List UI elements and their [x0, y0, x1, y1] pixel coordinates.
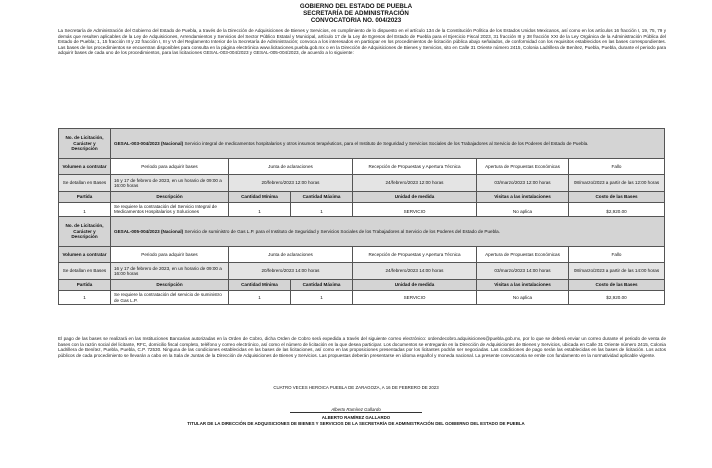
col-header-junta: Junta de aclaraciones	[229, 159, 353, 175]
costo-value: $2,920.00	[569, 291, 665, 305]
col-header-periodo: Periodo para adquirir bases	[111, 159, 229, 175]
apertura-value: 03/marzo/2023 12:00 horas	[477, 175, 569, 192]
unidad-value: SERVICIO	[353, 203, 477, 222]
col-header-junta: Junta de aclaraciones	[229, 247, 353, 263]
payment-paragraph: El pago de las bases se realizará en las Instituciones Bancarias autorizadas en la Orden de Cobro, dicha Orden de Cobro será expedida a través del siguiente correo electrónico: ordendecobro.adquisiciones@puebla.gob.mx, por lo que se deberá enviar un correo durante el periodo de venta de bases con la razón social del licitante, RFC, domicilio fiscal completo, teléfono y correo electrónico, así como el número de licitación en la que desea participar. Los documentos se entregarán en la Dirección de Adquisiciones de Bienes y Servicios, ubicada en Calle 31 Oriente número 2415, Colonia Ladrillera de Benítez, Puebla, Puebla, C.P. 72530. Ninguna de las condiciones establecidas en las bases de las licitaciones, así como en las proposiciones presentadas por los licitantes podrán ser negociadas. Las condiciones de pago serán las establecidas en las bases de licitación. Los actos públicos de cada procedimiento se llevarán a cabo en la Sala de Juntas de la Dirección de Adquisiciones de Bienes y Servicios. Las propuestas deberán presentarse en idioma español y moneda nacional. La presente convocatoria se emite con fundamento en la normatividad aplicable vigente.	[58, 336, 666, 358]
descripcion-value: Se requiere la contratación del servicio de suministro de Gas L.P.	[111, 291, 229, 305]
col-header-unidad: Unidad de medida	[353, 192, 477, 203]
licitacion-description: Servicio integral de medicamentos hospitalarios y otros insumos terapéuticos, para el Instituto de Seguridad y Servicios Sociales de los Trabajadores al Servicio de los Poderes del Estado de Puebla.	[184, 140, 589, 146]
descripcion-value: Se requiere la contratación del Servicio Integral de Medicamentos Hospitalarios y Soluciones	[111, 203, 229, 222]
periodo-value: 16 y 17 de febrero de 2023, en un horario de 09:00 a 16:00 horas	[111, 175, 229, 192]
periodo-value: 16 y 17 de febrero de 2023, en un horario de 09:00 a 16:00 horas	[111, 263, 229, 280]
col-header-partida: Partida	[59, 192, 111, 203]
cant-min-value: 1	[229, 203, 291, 222]
header-secretariat: SECRETARÍA DE ADMINISTRACIÓN	[303, 10, 409, 17]
licitacion-title	[111, 129, 665, 159]
cant-max-value: 1	[291, 291, 353, 305]
col-header-partida: Partida	[59, 280, 111, 291]
signer-title: TITULAR DE LA DIRECCIÓN DE ADQUISICIONES DE BIENES Y SERVICIOS DE LA SECRETARÍA DE ADMINISTRACIÓN DEL GOBIERNO DEL ESTADO DE PUEBLA	[187, 421, 525, 426]
visitas-value: No aplica	[477, 203, 569, 222]
col-header-cant-min: Cantidad Mínima	[229, 280, 291, 291]
recepcion-value: 24/febrero/2023 12:00 horas	[353, 175, 477, 192]
col-header-apertura: Apertura de Propuestas Económicas	[477, 247, 569, 263]
col-header-apertura: Apertura de Propuestas Económicas	[477, 159, 569, 175]
col-header-visitas: Visitas a las instalaciones	[477, 280, 569, 291]
fallo-value: 08/marzo/2023 a partir de las 12:00 horas	[569, 175, 665, 192]
recepcion-value: 24/febrero/2023 14:00 horas	[353, 263, 477, 280]
cant-min-value: 1	[229, 291, 291, 305]
col-header-cant-min: Cantidad Mínima	[229, 192, 291, 203]
licitacion-title	[111, 217, 665, 247]
partida-value: 1	[59, 291, 111, 305]
col-header-cant-max: Cantidad Máxima	[291, 280, 353, 291]
signature: Alberto Ramírez Gallardo	[331, 407, 381, 412]
col-header-fallo: Fallo	[569, 159, 665, 175]
col-header-descripcion: Descripción	[111, 280, 229, 291]
row-label-licitacion: No. de Licitación, Carácter y Descripción	[59, 129, 111, 159]
fallo-value: 08/marzo/2023 a partir de las 14:00 horas	[569, 263, 665, 280]
partida-value: 1	[59, 203, 111, 222]
unidad-value: SERVICIO	[353, 291, 477, 305]
licitacion-code: GESAL-003-004/2023 (Nacional)	[114, 140, 184, 146]
header-convocatoria: CONVOCATORIA NO. 004/2023	[310, 17, 402, 24]
costo-value: $2,920.00	[569, 203, 665, 222]
col-header-costo: Costo de las Bases	[569, 192, 665, 203]
volumen-value: Se detallan en Bases	[59, 175, 111, 192]
licitacion-table-2	[58, 216, 665, 305]
volumen-value: Se detallan en Bases	[59, 263, 111, 280]
licitacion-code: GESAL-005-004/2023 (Nacional)	[114, 228, 184, 234]
apertura-value: 03/marzo/2023 14:00 horas	[477, 263, 569, 280]
visitas-value: No aplica	[477, 291, 569, 305]
col-header-descripcion: Descripción	[111, 192, 229, 203]
cant-max-value: 1	[291, 203, 353, 222]
col-header-recepcion: Recepción de Propuestas y Apertura Técnica	[353, 247, 477, 263]
row-label-licitacion: No. de Licitación, Carácter y Descripción	[59, 217, 111, 247]
header-government: GOBIERNO DEL ESTADO DE PUEBLA	[299, 3, 413, 10]
junta-value: 20/febrero/2023 12:00 horas	[229, 175, 353, 192]
col-header-cant-max: Cantidad Máxima	[291, 192, 353, 203]
row-label-volumen: Volumen a contratar	[59, 159, 111, 175]
col-header-unidad: Unidad de medida	[353, 280, 477, 291]
intro-paragraph: La Secretaría de Administración del Gobierno del Estado de Puebla, a través de la Dirección de Adquisiciones de Bienes y Servicios, en cumplimiento de lo dispuesto en el artículo 134 de la Constitución Política de los Estados Unidos Mexicanos, así como en los artículos 16 fracción I, 19, 75, 79 y demás que resulten aplicables de la Ley de Adquisiciones, Arrendamientos y Servicios del Sector Público Estatal y Municipal, artículo 17 de la Ley de Egresos del Estado de Puebla para el Ejercicio Fiscal 2023, 31 fracción III y 38 fracción XXI de la Ley Orgánica de la Administración Pública del Estado de Puebla; 1, 15 fracción III y 22 fracción I, III y VI del Reglamento Interior de la Secretaría de Administración; convoca a los interesados en participar en los procedimientos de licitación pública abajo señalados, de conformidad con los requisitos establecidos en las bases correspondientes. Las bases de los procedimientos se encuentran disponibles para consulta en la página electrónica www.licitaciones.puebla.gob.mx o en la Dirección de Adquisiciones de Bienes y Servicios, sito en Calle 31 Oriente número 2415, Colonia Ladrillera de Benítez, Puebla, Puebla, durante el periodo para adquirir bases de cada uno de los procedimientos, para las licitaciones GESAL-003-004/2023 y GESAL-005-004/2023, de acuerdo a lo siguiente:	[58, 28, 666, 56]
col-header-costo: Costo de las Bases	[569, 280, 665, 291]
licitacion-description: Servicio de suministro de Gas L.P. para el Instituto de Seguridad y Servicios Sociales de los Trabajadores al Servicio de los Poderes del Estado de Puebla.	[184, 228, 501, 234]
row-label-volumen: Volumen a contratar	[59, 247, 111, 263]
col-header-recepcion: Recepción de Propuestas y Apertura Técnica	[353, 159, 477, 175]
col-header-periodo: Periodo para adquirir bases	[111, 247, 229, 263]
col-header-visitas: Visitas a las instalaciones	[477, 192, 569, 203]
junta-value: 20/febrero/2023 14:00 horas	[229, 263, 353, 280]
licitacion-table-1	[58, 128, 665, 222]
signature-line	[290, 412, 422, 413]
footer-date: CUATRO VECES HEROICA PUEBLA DE ZARAGOZA, A 16 DE FEBRERO DE 2023	[273, 385, 439, 390]
col-header-fallo: Fallo	[569, 247, 665, 263]
signer-name: ALBERTO RAMÍREZ GALLARDO	[321, 415, 391, 420]
